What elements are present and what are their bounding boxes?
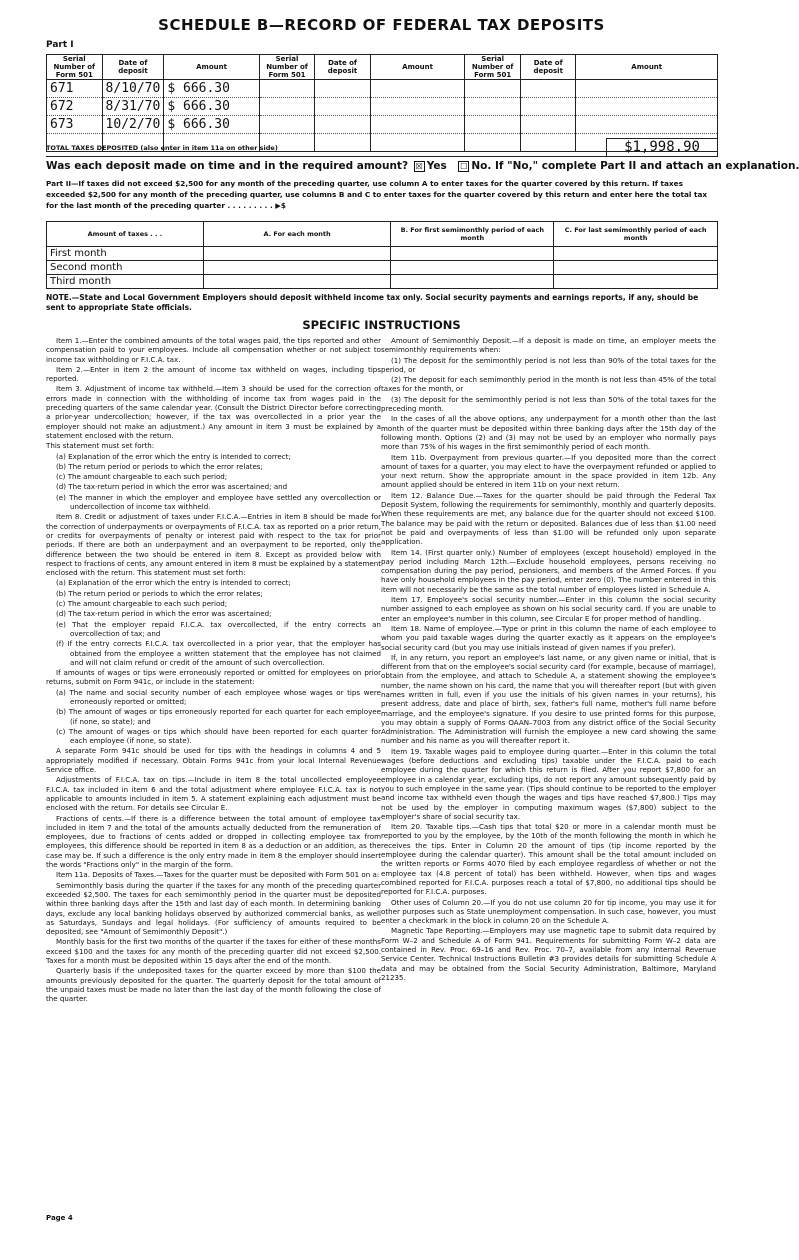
- instruction-paragraph: (1) The deposit for the semimonthly period is not less than 90% of the total taxes for the period, or: [381, 355, 716, 374]
- instruction-paragraph: Fractions of cents.—If there is a difference between the total amount of employee tax included in item 7 and the total of the amounts actually deducted from the remuneration of employees, due to fractions of cents added or dropped in collecting employee tax from employees, this difference should be reported in item 8 as a deduction or an addition, as the case may be. If such a difference is the only entry made in item 8 the employer should insert the words "Fractions only" in the margin of the form.: [46, 813, 381, 870]
- empty-cell[interactable]: [465, 116, 521, 134]
- instruction-paragraph: Item 11a. Deposits of Taxes.—Taxes for the quarter must be deposited with Form 501 on a:: [56, 870, 380, 880]
- month-label: First month: [47, 247, 204, 261]
- instruction-paragraph: This statement must set forth:: [46, 441, 155, 451]
- empty-cell[interactable]: [554, 261, 718, 275]
- table-row: [47, 247, 718, 261]
- instruction-paragraph: (a) Explanation of the error which the entry is intended to correct;: [56, 578, 291, 588]
- part2-table: [46, 221, 718, 289]
- instruction-paragraph: Quarterly basis if the undeposited taxes for the quarter exceed by more than $100 the amounts previously deposited for the quarter. The quarterly deposit for the total amount of the unpaid taxes must be made no later than the last day of the month following the close of the quarter.: [46, 966, 381, 1004]
- instruction-paragraph: Magnetic Tape Reporting.—Employers may use magnetic tape to submit data required by Form W–2 and Schedule A of Form 941. Requirements for submitting Form W–2 data are contained in Rev. Proc. 69–16 and Rev. Proc. 70–7, available from any Internal Revenue Service Center. Technical Instructions Bulletin #3 provides details for submitting Schedule A data and may be obtained from the Social Security Administration, Baltimore, Maryland 21235.: [381, 926, 716, 982]
- timeliness-question: [46, 160, 799, 172]
- empty-cell[interactable]: [259, 98, 315, 116]
- col-header: Amount: [164, 55, 259, 80]
- empty-cell[interactable]: [554, 247, 718, 261]
- amount-cell[interactable]: $ 666.30: [164, 80, 259, 98]
- instruction-paragraph: (b) The return period or periods to which the error relates;: [56, 588, 263, 598]
- page-number: Page 4: [46, 1214, 73, 1222]
- col-header: Date of deposit: [102, 55, 164, 80]
- empty-cell[interactable]: [370, 98, 465, 116]
- instruction-paragraph: Monthly basis for the first two months of the quarter if the taxes for either of these months exceed $100 and the taxes for any month of the preceding quarter did not exceed $2,500. Taxes for a month must be deposited within 15 days after the end of the month.: [46, 937, 381, 965]
- instruction-paragraph: (c) The amount chargeable to each such period;: [56, 472, 228, 482]
- col-header: B. For first semimonthly period of each month: [391, 222, 554, 247]
- table-row: [47, 261, 718, 275]
- month-label: Second month: [47, 261, 204, 275]
- instruction-paragraph: Item 3. Adjustment of income tax withheld.—Item 3 should be used for the correction of errors made in connection with the withholding of income tax from wages paid in the preceding quarters of the same calendar year. (Consult the District Director before correcting a prior-year undercollection; however, if the tax was overcollected in a prior year the employer should not make an adjustment.) Any amount in item 3 must be explained by a statement enclosed with the return.: [46, 384, 381, 440]
- instruction-paragraph: Item 8. Credit or adjustment of taxes under F.I.C.A.—Entries in item 8 should be made for the correction of underpayments or overpayments of F.I.C.A. tax as reported on a prior return, or credits for overpayments of penalty or interest paid with respect to the tax for prior periods. If there are both an underpayment and an overpayment to be reported, only the difference between the two should be entered in item 8. Except as provided below with respect to fractions of cents, any amount entered in item 8 must be explained by a statement enclosed with the return. This statement must set forth:: [46, 512, 381, 578]
- instructions-right-column: [381, 336, 716, 983]
- month-label: Third month: [47, 275, 204, 289]
- yes-label: Yes: [426, 160, 447, 172]
- instruction-paragraph: (3) The deposit for the semimonthly period is not less than 50% of the total taxes for the preceding month.: [381, 394, 716, 414]
- instruction-paragraph: If amounts of wages or tips were erroneously reported or omitted for employees on prior returns, submit on Form 941c, or include in the statement:: [46, 668, 381, 687]
- empty-cell[interactable]: [465, 80, 521, 98]
- instruction-paragraph: Amount of Semimonthly Deposit.—If a deposit is made on time, an employer meets the semimonthly requirements when:: [381, 336, 716, 355]
- instruction-paragraph: Item 12. Balance Due.—Taxes for the quarter should be paid through the Federal Tax Deposit System, following the requirements for semimonthly, monthly and quarterly deposits. When these requirements are met, any balance due for the quarter should not exceed $100. The balance may be paid with the return or deposited. Balances due of less than $1.00 need not be paid and overpayments of less than $1.00 will be refunded only upon separate application.: [381, 490, 716, 547]
- col-header: Serial Number of Form 501: [259, 55, 315, 80]
- date-cell[interactable]: 8/31/70: [102, 98, 164, 116]
- empty-cell[interactable]: [259, 116, 315, 134]
- table-row: [47, 275, 718, 289]
- yes-checkbox[interactable]: ☒: [415, 161, 423, 171]
- empty-cell[interactable]: [203, 261, 391, 275]
- empty-cell[interactable]: [465, 98, 521, 116]
- empty-cell[interactable]: [315, 116, 371, 134]
- total-deposited-value[interactable]: $1,998.90: [606, 138, 718, 157]
- instruction-paragraph: Item 19. Taxable wages paid to employee during quarter.—Enter in this column the total wages (before deductions and excluding tips) taxable under the F.I.C.A. paid to each employee during the quarter for which this return is filed. After you report $7,800 for an employee in a calendar year, excluding tips, do not report any amount subsequently paid by you to such employee in the same year. (Tips should continue to be reported to the employer and income tax withheld even though the wages and tips have reached $7,800.) Tips may not be used by the employer in computing maximum wages ($7,800) subject to the employer's share of social security tax.: [381, 746, 716, 821]
- col-header: A. For each month: [203, 222, 391, 247]
- empty-cell[interactable]: [554, 275, 718, 289]
- instruction-paragraph: Item 11b. Overpayment from previous quarter.—If you deposited more than the correct amount of taxes for a quarter, you may elect to have the overpayment refunded or applied to your next return. Show the appropriate amount in the space provided in item 12b. Any amount applied should be entered in item 11b on your next return.: [381, 452, 716, 490]
- part1-label: Part I: [46, 40, 74, 50]
- empty-cell[interactable]: [391, 247, 554, 261]
- serial-cell[interactable]: 672: [47, 98, 103, 116]
- col-header: Amount of taxes . . .: [47, 222, 204, 247]
- instruction-paragraph: Adjustments of F.I.C.A. tax on tips.—Include in item 8 the total uncollected employee F.I.C.A. tax included in item 6 and the total adjustment where employee F.I.C.A. tax is not applicable to amounts included in item 5. A statement explaining each adjustment must be enclosed with the return. For details see Circular E.: [46, 775, 381, 813]
- part2-instructions: Part II—If taxes did not exceed $2,500 for any month of the preceding quarter, use column A to enter taxes for the quarter covered by this return. If taxes exceeded $2,500 for any month of the preceding quarter, use columns B and C to enter taxes for the quarter covered by this return and enter here the total tax for the last month of the preceding quarter . . . . . . . . . ▶$: [46, 179, 708, 210]
- no-label: No. If "No," complete Part II and attach an explanation.: [471, 160, 799, 172]
- table-row: [47, 80, 718, 98]
- instruction-paragraph: (f) If the entry corrects F.I.C.A. tax overcollected in a prior year, that the employer has obtained from the employee a written statement that the employee has not claimed and will not claim refund or credit of the amount of such overcollection.: [56, 639, 381, 667]
- empty-cell[interactable]: [520, 98, 576, 116]
- date-cell[interactable]: 8/10/70: [102, 80, 164, 98]
- empty-cell[interactable]: [259, 80, 315, 98]
- table-row: [47, 98, 718, 116]
- instruction-paragraph: If, in any return, you report an employee's last name, or any given name or initial, that is different from that on the employee's social security card (for example, because of marriage), obtain from the employee, and attach to Schedule A, a statement showing the employee's number, the name shown on his card, the name that you will thereafter report (but with given names written in full, even if you use the initials of his given names in your returns), his present address, date and place of birth, sex, father's full name, mother's full name before marriage, and the employee's signature. If you desire to use printed forms for this purpose, you may obtain a supply of Forms OAAN–7003 from any district office of the Social Security Administration. The Administration will furnish the employee a new card showing the same number and his name as you will thereafter report it.: [381, 652, 716, 746]
- instruction-paragraph: Item 20. Taxable tips.—Cash tips that total $20 or more in a calendar month must be reported to you by the employee, by the 10th of the month following the month in which he receives the tips. Enter in Column 20 the amount of tips (tip income reported by the employee during the calendar quarter). This amount shall be the total amount included on the written reports or Forms 4070 filed by each employee regardless of whether or not the employee tax (4.8 percent of total) has been withheld. However, when tips and wages combined reported for F.I.C.A. purposes reach a total of $7,800, no additional tips should be reported for F.I.C.A. purposes.: [381, 822, 716, 897]
- serial-cell[interactable]: 671: [47, 80, 103, 98]
- question-text: Was each deposit made on time and in the required amount?: [46, 160, 409, 172]
- empty-cell[interactable]: [370, 80, 465, 98]
- empty-cell[interactable]: [520, 116, 576, 134]
- total-deposited-row: [46, 138, 718, 157]
- instruction-paragraph: (a) The name and social security number of each employee whose wages or tips were erroneously reported or omitted;: [56, 687, 381, 706]
- instruction-paragraph: Item 18. Name of employee.—Type or print in this column the name of each employee to whom you paid taxable wages during the quarter exactly as it appears on the employee's social security card (but you may use initials instead of given names if you prefer).: [381, 623, 716, 652]
- empty-cell[interactable]: [203, 275, 391, 289]
- amount-cell[interactable]: $ 666.30: [164, 98, 259, 116]
- empty-cell[interactable]: [315, 80, 371, 98]
- no-checkbox[interactable]: ☐: [460, 161, 468, 171]
- instruction-paragraph: Semimonthly basis during the quarter if the taxes for any month of the preceding quarter exceeded $2,500. The taxes for each semimonthly period in the quarter must be deposited within three banking days after the 15th and last day of each month. In determining banking days, exclude any local banking holidays observed by authorized commercial banks, as well as Saturdays, Sundays and legal holidays. (For sufficiency of amounts required to be deposited, see "Amount of Semimonthly Deposit".): [46, 880, 381, 937]
- col-header: Serial Number of Form 501: [465, 55, 521, 80]
- col-header: Date of deposit: [520, 55, 576, 80]
- amount-cell[interactable]: $ 666.30: [164, 116, 259, 134]
- col-header: Date of deposit: [315, 55, 371, 80]
- serial-cell[interactable]: 673: [47, 116, 103, 134]
- instruction-paragraph: (2) The deposit for each semimonthly period in the month is not less than 45% of the total taxes for the month, or: [381, 375, 716, 394]
- instruction-paragraph: Item 14. (First quarter only.) Number of employees (except household) employed in the pay period including March 12th.—Exclude household employees, persons receiving no compensation during the pay period, pensioners, and members of the Armed Forces. If you have only household employees in the pay period, enter zero (0). The number entered in this item will not necessarily be the same as the total number of employees listed in Schedule A.: [381, 547, 716, 594]
- deposits-header-row: [47, 55, 718, 80]
- date-cell[interactable]: 10/2/70: [102, 116, 164, 134]
- instruction-paragraph: (b) The amount of wages or tips erroneously reported for each quarter for each employee (if none, so state); and: [56, 707, 381, 726]
- schedule-title: SCHEDULE B—RECORD OF FEDERAL TAX DEPOSITS: [158, 16, 605, 34]
- empty-cell[interactable]: [576, 80, 718, 98]
- empty-cell[interactable]: [576, 116, 718, 134]
- col-header: Serial Number of Form 501: [47, 55, 103, 80]
- instruction-paragraph: (d) The tax-return period in which the error was ascertained;: [56, 609, 272, 619]
- instruction-paragraph: (e) The manner in which the employer and employee have settled any overcollection or undercollection of income tax withheld.: [56, 492, 381, 512]
- instruction-paragraph: (c) The amount of wages or tips which should have been reported for each quarter for each employee (if none, so state).: [56, 726, 381, 746]
- instruction-paragraph: Item 17. Employee's social security number.—Enter in this column the social security number assigned to each employee as shown on his social security card. If you are unable to enter an employee's number in this column, see Circular E for proper method of handling.: [381, 595, 716, 623]
- empty-cell[interactable]: [315, 98, 371, 116]
- instruction-paragraph: (d) The tax-return period in which the error was ascertained; and: [56, 482, 288, 492]
- specific-instructions-title: SPECIFIC INSTRUCTIONS: [302, 318, 461, 332]
- col-header: Amount: [370, 55, 465, 80]
- instruction-paragraph: Item 1.—Enter the combined amounts of the total wages paid, the tips reported and other compensation paid to your employees. Include all compensation whether or not subject to income tax withholding or F.I.C.A. tax.: [46, 336, 381, 364]
- empty-cell[interactable]: [391, 261, 554, 275]
- instructions-left-column: [46, 336, 381, 1004]
- empty-cell[interactable]: [370, 116, 465, 134]
- instruction-paragraph: (b) The return period or periods to which the error relates;: [56, 461, 263, 471]
- empty-cell[interactable]: [520, 80, 576, 98]
- note-text: NOTE.—State and Local Government Employers should deposit withheld income tax only. Social security payments and earnings reports, if any, should be sent to appropriate State officials.: [46, 293, 699, 312]
- total-deposited-label: TOTAL TAXES DEPOSITED (also enter in item 11a on other side): [46, 144, 278, 152]
- instruction-paragraph: In the cases of all the above options, any underpayment for a month other than the last month of the quarter must be deposited within three banking days after the 15th day of the following month. Options (2) and (3) may not be used by an employer who normally pays more than 75% of his wages in the first semimonthly period of each month.: [381, 414, 716, 452]
- part2-header-row: [47, 222, 718, 247]
- instruction-paragraph: Other uses of Column 20.—If you do not use column 20 for tip income, you may use it for other purposes such as State unemployment compensation. In such case, however, you must enter a checkmark in the block in column 20 on the Schedule A.: [381, 897, 716, 926]
- instruction-paragraph: A separate Form 941c should be used for tips with the headings in columns 4 and 5 appropriately modified if necessary. Obtain Forms 941c from your local Internal Revenue Service office.: [46, 746, 381, 775]
- empty-cell[interactable]: [576, 98, 718, 116]
- table-row: [47, 116, 718, 134]
- instruction-paragraph: Item 2.—Enter in item 2 the amount of income tax withheld on wages, including tips reported.: [46, 364, 381, 384]
- instruction-paragraph: (a) Explanation of the error which the entry is intended to correct;: [56, 451, 291, 461]
- empty-cell[interactable]: [391, 275, 554, 289]
- col-header: C. For last semimonthly period of each month: [554, 222, 718, 247]
- instruction-paragraph: (e) That the employer repaid F.I.C.A. tax overcollected, if the entry corrects an overcollection of tax; and: [56, 619, 381, 638]
- empty-cell[interactable]: [203, 247, 391, 261]
- instruction-paragraph: (c) The amount chargeable to each such period;: [56, 599, 228, 609]
- col-header: Amount: [576, 55, 718, 80]
